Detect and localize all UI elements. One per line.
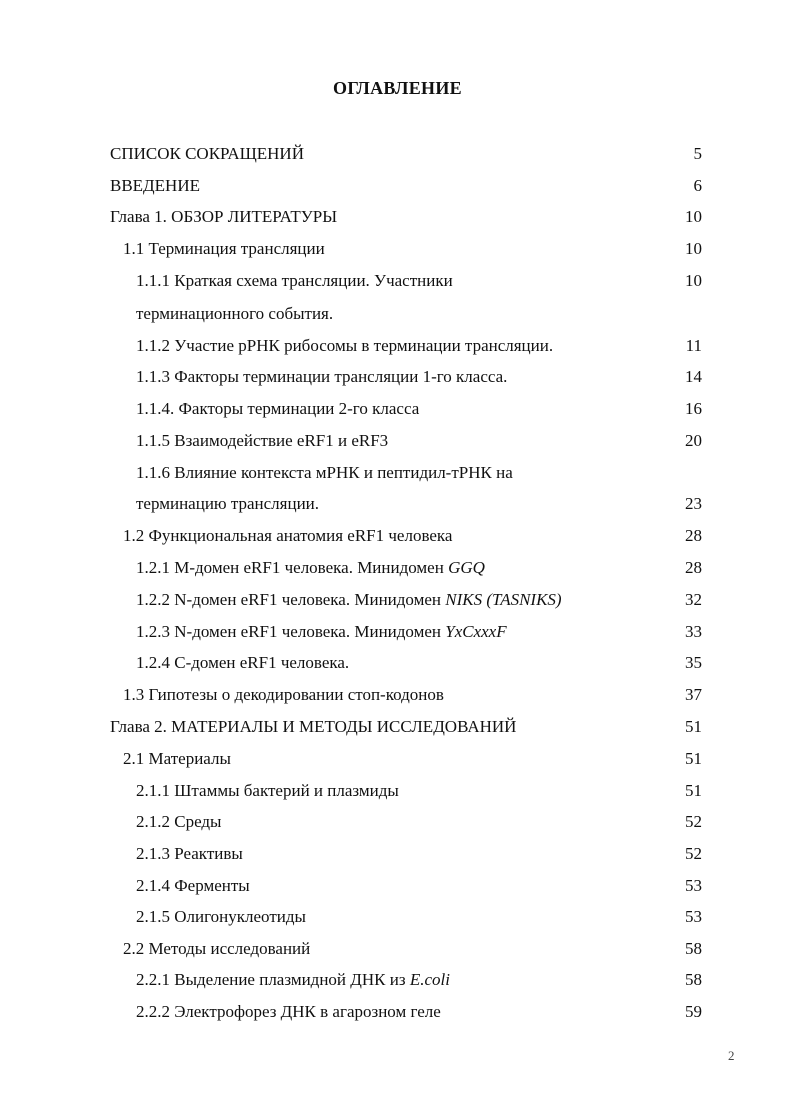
page-number: 2 <box>728 1048 735 1063</box>
toc-entry-label: 1.2.1 М-домен eRF1 человека. Минидомен GGQ <box>136 558 485 577</box>
toc-entry-label: 1.2 Функциональная анатомия eRF1 человека <box>123 526 453 545</box>
toc-entry <box>0 1000 795 1024</box>
toc-entry <box>0 334 795 358</box>
toc-entry <box>0 620 795 644</box>
toc-entry <box>0 269 795 293</box>
toc-entry-page: 10 <box>685 239 702 258</box>
toc-entry <box>0 365 795 389</box>
toc-entry-label: 2.1.2 Среды <box>136 812 222 831</box>
toc-entry-label: 1.2.3 N-домен eRF1 человека. Минидомен YxCxxxF <box>136 622 507 641</box>
toc-entry-label: 1.2.4 С-домен eRF1 человека. <box>136 653 350 672</box>
toc-entry <box>0 905 795 929</box>
toc-entry <box>0 683 795 707</box>
toc-entry <box>0 524 795 548</box>
toc-entry-page: 5 <box>693 144 702 163</box>
toc-entry-page: 37 <box>685 685 702 704</box>
toc-entry <box>0 174 795 198</box>
toc-entry <box>0 810 795 834</box>
toc-entry-page: 53 <box>685 907 702 926</box>
toc-entry-page: 51 <box>685 717 702 736</box>
toc-entry-label: 1.2.2 N-домен eRF1 человека. Минидомен NIKS (TASNIKS) <box>136 590 562 609</box>
toc-entry <box>0 461 795 485</box>
toc-entry-label: Глава 2. МАТЕРИАЛЫ И МЕТОДЫ ИССЛЕДОВАНИЙ <box>110 717 517 736</box>
toc-entry-label: 1.3 Гипотезы о декодировании стоп-кодонов <box>123 685 444 704</box>
toc-entry <box>0 715 795 739</box>
toc-entry-page: 10 <box>685 271 702 290</box>
toc-entry-page: 52 <box>685 812 702 831</box>
toc-entry-page: 32 <box>685 590 702 609</box>
toc-entry-page: 33 <box>685 622 702 641</box>
toc-entry-label: 1.1.2 Участие рРНК рибосомы в терминации трансляции. <box>136 336 554 355</box>
toc-entry <box>0 779 795 803</box>
toc-entry-label: 2.2.2 Электрофорез ДНК в агарозном геле <box>136 1002 441 1021</box>
toc-entry-label: СПИСОК СОКРАЩЕНИЙ <box>110 144 304 163</box>
toc-entry <box>0 397 795 421</box>
toc-entry-label: 2.2 Методы исследований <box>123 939 311 958</box>
toc-entry <box>0 556 795 580</box>
toc-entry-italic: YxCxxxF <box>445 622 507 641</box>
toc-entry-page: 28 <box>685 558 702 577</box>
toc-entry-label: 2.2.1 Выделение плазмидной ДНК из E.coli <box>136 970 450 989</box>
toc-entry-label: 2.1.4 Ферменты <box>136 876 250 895</box>
toc-entry-page: 23 <box>685 494 702 513</box>
toc-entry-label: 2.1.5 Олигонуклеотиды <box>136 907 306 926</box>
toc-entry-page: 58 <box>685 970 702 989</box>
toc-entry-page: 51 <box>685 749 702 768</box>
toc-entry-label: 2.1 Материалы <box>123 749 231 768</box>
toc-entry-page: 51 <box>685 781 702 800</box>
toc-entry-label: 1.1.1 Краткая схема трансляции. Участники <box>136 271 453 290</box>
toc-entry-italic: GGQ <box>448 558 485 577</box>
toc-entry-italic: E.coli <box>409 970 450 989</box>
toc-entry-label: 1.1 Терминация трансляции <box>123 239 325 258</box>
page-title: ОГЛАВЛЕНИЕ <box>333 78 462 98</box>
toc-entry-page: 52 <box>685 844 702 863</box>
toc-entry <box>0 937 795 961</box>
toc-entry <box>0 874 795 898</box>
toc-entry-label: терминацию трансляции. <box>136 494 320 513</box>
toc-entry-page: 20 <box>685 431 702 450</box>
toc-entry-page: 14 <box>685 367 702 386</box>
toc-entry-page: 59 <box>685 1002 702 1021</box>
toc-entry-label: Глава 1. ОБЗОР ЛИТЕРАТУРЫ <box>110 207 338 226</box>
toc-entry <box>0 142 795 166</box>
toc-entry-label: 1.1.5 Взаимодействие eRF1 и eRF3 <box>136 431 389 450</box>
toc-entry-page: 6 <box>693 176 702 195</box>
toc-entry-label: ВВЕДЕНИЕ <box>110 176 200 195</box>
toc-entry-page: 16 <box>685 399 702 418</box>
toc-entry <box>0 237 795 261</box>
toc-entry <box>0 968 795 992</box>
toc-entry-italic: NIKS (TASNIKS) <box>445 590 562 609</box>
toc-entry-page: 58 <box>685 939 702 958</box>
toc-entry <box>0 651 795 675</box>
toc-entry-label: 1.1.4. Факторы терминации 2-го класса <box>136 399 420 418</box>
toc-entry-label: 1.1.6 Влияние контекста мРНК и пептидил-тРНК на <box>136 463 513 482</box>
toc-entry <box>0 842 795 866</box>
toc-entry-label: 1.1.3 Факторы терминации трансляции 1-го класса. <box>136 367 508 386</box>
toc-entry <box>0 205 795 229</box>
toc-entry-label: 2.1.3 Реактивы <box>136 844 243 863</box>
toc-entry-label: 2.1.1 Штаммы бактерий и плазмиды <box>136 781 399 800</box>
toc-entry-page: 11 <box>685 336 702 355</box>
toc-entry <box>0 747 795 771</box>
toc-entry-label: терминационного события. <box>136 304 334 323</box>
toc-entry-page: 28 <box>685 526 702 545</box>
toc-entry-page: 53 <box>685 876 702 895</box>
toc-entry <box>0 429 795 453</box>
toc-entry-continuation <box>0 492 795 516</box>
toc-entry-continuation <box>0 302 795 326</box>
toc-entry-page: 35 <box>685 653 702 672</box>
toc-entry <box>0 588 795 612</box>
toc-entry-page: 10 <box>685 207 702 226</box>
